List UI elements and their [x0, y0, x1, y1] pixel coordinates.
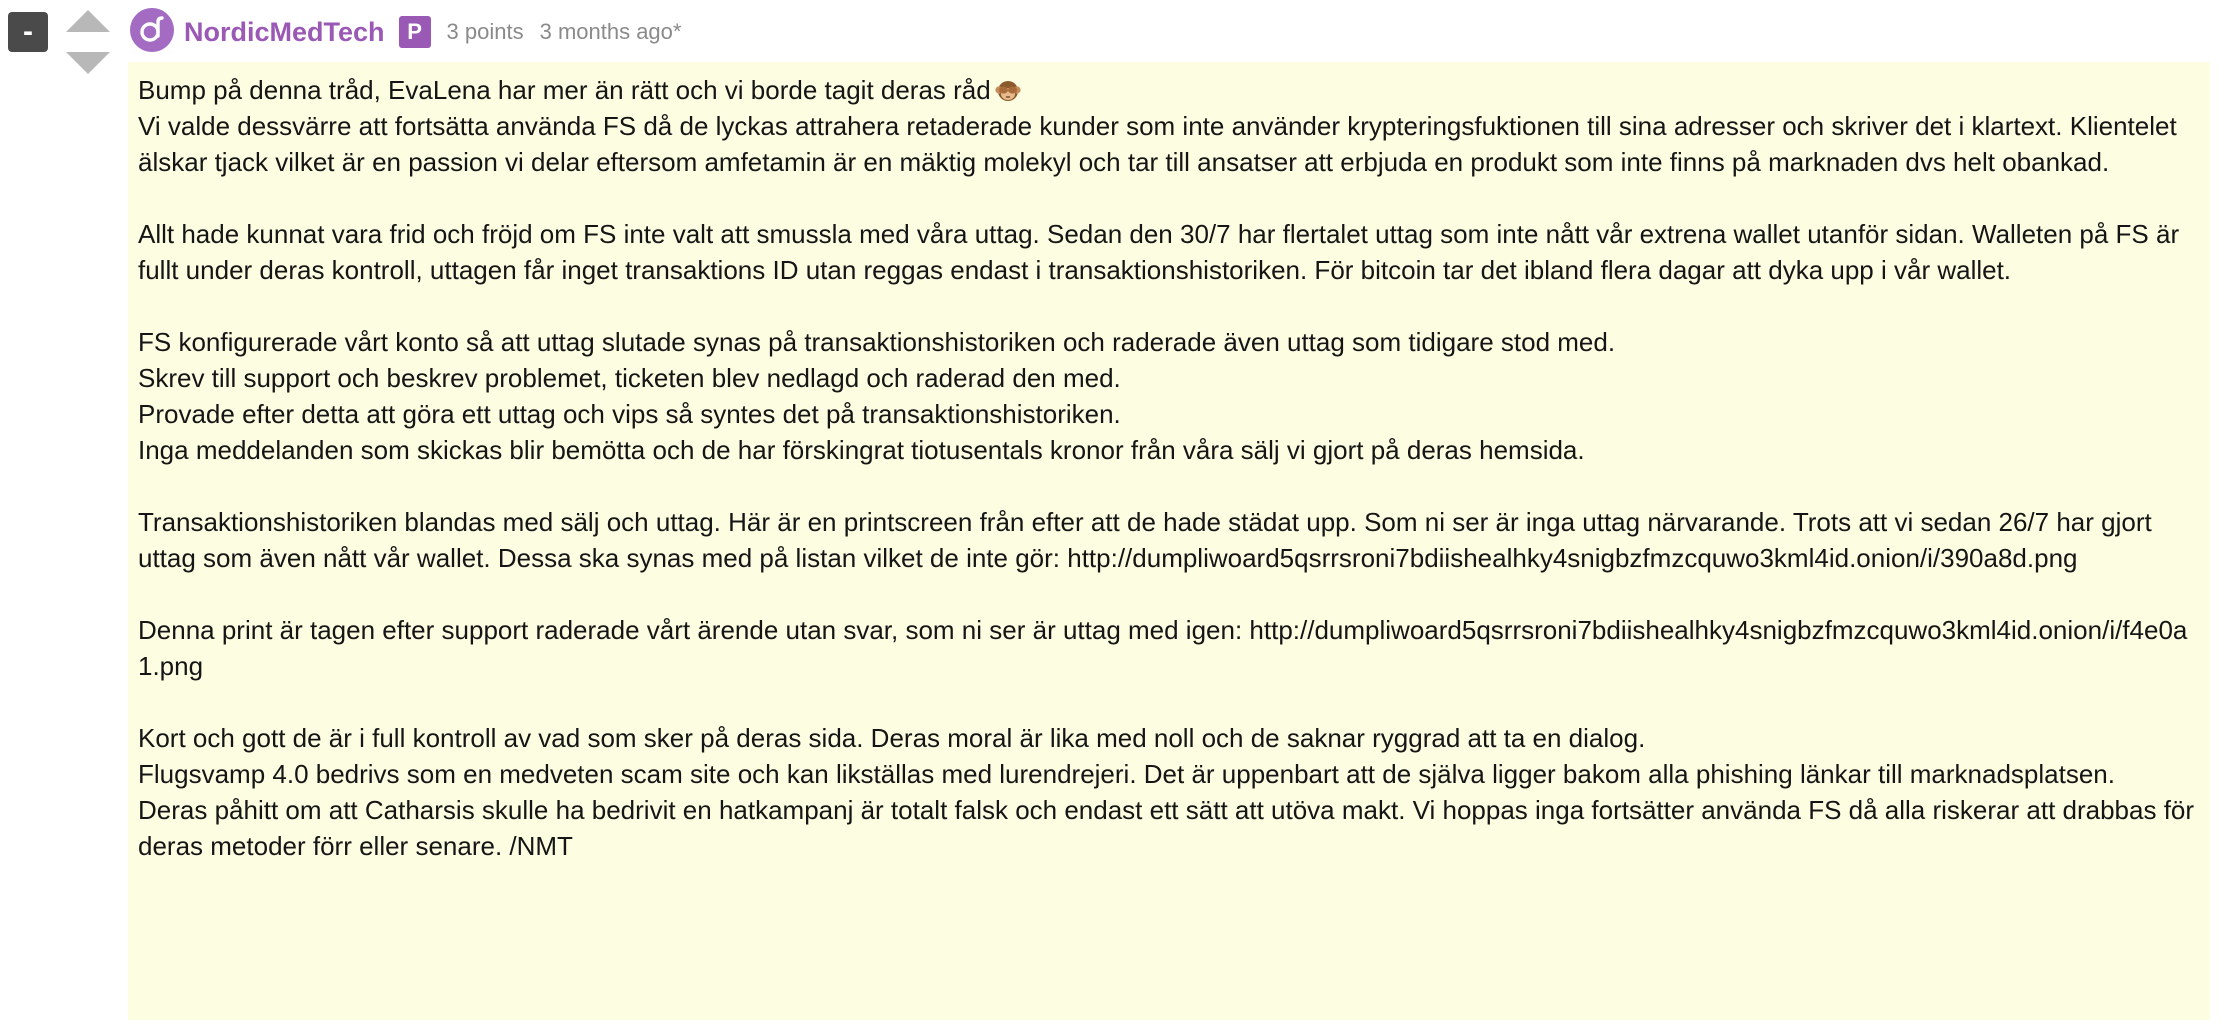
paragraph — [138, 612, 2200, 684]
comment-meta — [184, 12, 681, 52]
text-line: Allt hade kunnat vara frid och fröjd om FS inte valt att smussla med våra uttag. Sedan den 30/7 har flertalet uttag som inte nått vår extrena wallet utanför sidan. Walleten på FS är fullt under deras kontroll, uttagen får inget transaktions ID utan reggas endast i transaktionshistoriken. För bitcoin tar det ibland flera dagar att dyka upp i vår wallet. — [138, 219, 2180, 285]
points-count: 3 points — [446, 19, 524, 44]
timestamp-link[interactable]: 3 months ago* — [539, 19, 682, 44]
screenshot-link[interactable]: http://dumpliwoard5qsrrsroni7bdiishealhky4snigbzfmzcquwo3kml4id.onion/i/f4e0a1.png — [138, 615, 2188, 681]
collapse-button[interactable]: - — [8, 12, 48, 52]
text: Transaktionshistoriken blandas med sälj och uttag. Här är en printscreen från efter att de hade städat upp. Som ni ser är inga uttag närvarande. Trots att vi sedan 26/7 har gjort uttag som även nått vår wallet. Dessa ska synas med på listan vilket de inte gör: — [138, 507, 2152, 573]
upvote-arrow-icon[interactable] — [66, 10, 110, 32]
text-line: Inga meddelanden som skickas blir bemötta och de har förskingrat tiotusentals kronor från våra sälj vi gjort på deras hemsida. — [138, 435, 1585, 465]
user-badge: P — [399, 16, 431, 48]
avatar-icon[interactable] — [130, 8, 174, 52]
text: Denna print är tagen efter support raderade vårt ärende utan svar, som ni ser är uttag med igen: — [138, 615, 1250, 645]
text-line: Provade efter detta att göra ett uttag och vips så syntes det på transaktionshistoriken. — [138, 399, 1121, 429]
text-line: Kort och gott de är i full kontroll av vad som sker på deras sida. Deras moral är lika med noll och de saknar ryggrad att ta en dialog. — [138, 723, 1646, 753]
see-no-evil-monkey-icon — [995, 76, 1021, 102]
text-line — [138, 72, 2200, 108]
paragraph — [138, 72, 2200, 180]
text-line: Deras påhitt om att Catharsis skulle ha bedrivit en hatkampanj är totalt falsk och endast ett sätt att utöva makt. Vi hoppas inga fortsätter använda FS då alla riskerar att drabbas för deras metoder förr eller senare. /NMT — [138, 795, 2195, 861]
downvote-arrow-icon[interactable] — [66, 52, 110, 74]
text: Bump på denna tråd, EvaLena har mer än rätt och vi borde tagit deras råd — [138, 75, 991, 105]
paragraph — [138, 216, 2200, 288]
text-line: FS konfigurerade vårt konto så att uttag slutade synas på transaktionshistoriken och raderade även uttag som tidigare stod med. — [138, 327, 1616, 357]
screenshot-link[interactable]: http://dumpliwoard5qsrrsroni7bdiishealhky4snigbzfmzcquwo3kml4id.onion/i/390a8d.png — [1067, 543, 2078, 573]
username-link[interactable]: NordicMedTech — [184, 16, 385, 47]
paragraph — [138, 504, 2200, 576]
text-line: Vi valde dessvärre att fortsätta använda FS då de lyckas attrahera retaderade kunder som inte använder krypteringsfuktionen till sina adresser och skriver det i klartext. Klientelet älskar tjack vilket är en passion vi delar eftersom amfetamin är en mäktig molekyl och tar till ansatser att erbjuda en produkt som inte finns på marknaden dvs helt obankad. — [138, 111, 2177, 177]
paragraph — [138, 324, 2200, 468]
comment-body — [128, 62, 2210, 1020]
text-line: Skrev till support och beskrev problemet, ticketen blev nedlagd och raderad den med. — [138, 363, 1121, 393]
text-line: Flugsvamp 4.0 bedrivs som en medveten scam site och kan likställas med lurendrejeri. Det är uppenbart att de själva ligger bakom alla phishing länkar till marknadsplatsen. — [138, 759, 2115, 789]
paragraph — [138, 720, 2200, 864]
